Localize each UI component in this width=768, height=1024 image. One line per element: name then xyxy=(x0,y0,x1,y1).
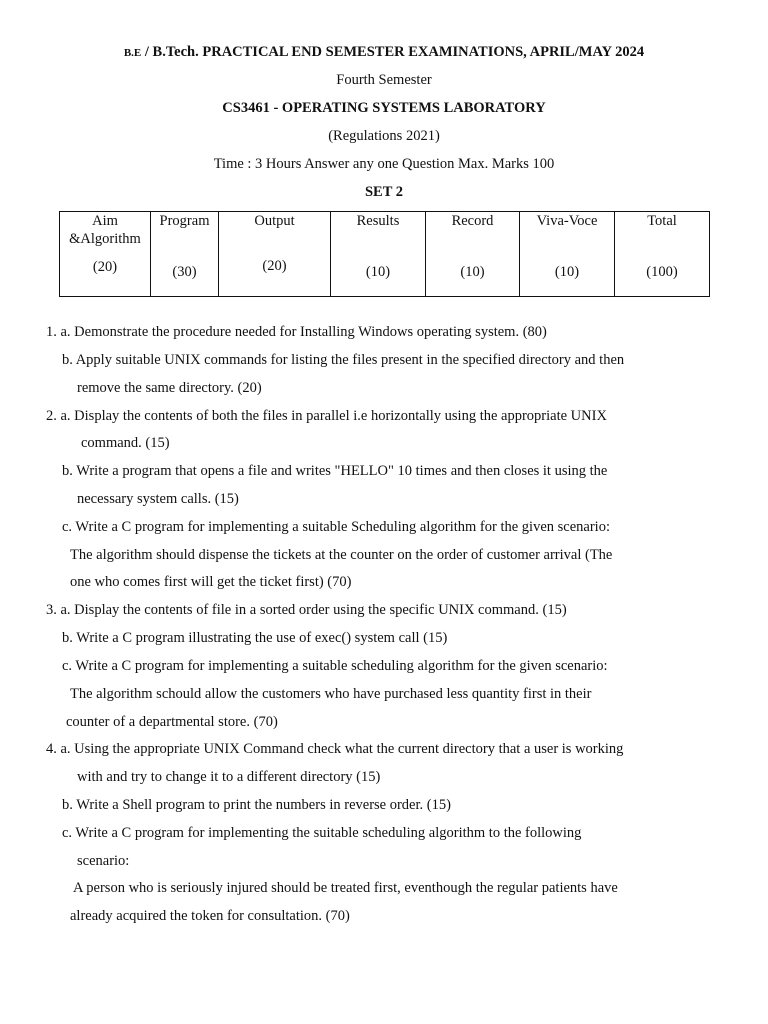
question-1a: 1. a. Demonstrate the procedure needed for Installing Windows operating system. (80) xyxy=(46,324,547,340)
question-2c: c. Write a C program for implementing a suitable Scheduling algorithm for the given scenario: xyxy=(62,519,610,535)
exam-title-prefix: B.E xyxy=(123,47,142,59)
column-marks: (10) xyxy=(365,264,391,280)
column-head: Aim xyxy=(92,213,118,229)
column-head-line2: &Algorithm xyxy=(69,231,141,247)
column-head: Total xyxy=(647,213,677,229)
question-4c: c. Write a C program for implementing the suitable scheduling algorithm to the following xyxy=(62,825,582,841)
column-head: Record xyxy=(451,213,494,229)
column-head: Program xyxy=(159,213,210,229)
time-and-marks: Time : 3 Hours Answer any one Question Max. Marks 100 xyxy=(213,156,555,172)
question-4c-cont: scenario: xyxy=(77,853,130,869)
column-head: Viva-Voce xyxy=(536,213,598,229)
exam-title xyxy=(0,43,768,62)
column-marks: (100) xyxy=(646,264,678,280)
regulations: (Regulations 2021) xyxy=(328,128,440,144)
column-marks: (10) xyxy=(460,264,485,280)
question-2b: b. Write a program that opens a file and writes "HELLO" 10 times and then closes it using the xyxy=(62,463,608,479)
question-2a: 2. a. Display the contents of both the files in parallel i.e horizontally using the appropriate UNIX xyxy=(46,408,607,424)
semester: Fourth Semester xyxy=(336,72,432,88)
exam-title-text: / B.Tech. PRACTICAL END SEMESTER EXAMINATIONS, APRIL/MAY 2024 xyxy=(141,44,645,60)
column-marks: (10) xyxy=(554,264,580,280)
question-2c-scenario: The algorithm should dispense the tickets at the counter on the order of customer arrival (The xyxy=(70,547,613,563)
question-4a: 4. a. Using the appropriate UNIX Command check what the current directory that a user is working xyxy=(46,741,624,757)
question-3c-scenario: The algorithm schould allow the customers who have purchased less quantity first in their xyxy=(70,686,592,702)
question-3c-scenario-cont: counter of a departmental store. (70) xyxy=(66,714,278,730)
course-title: CS3461 - OPERATING SYSTEMS LABORATORY xyxy=(222,100,546,116)
question-2c-scenario-cont: one who comes first will get the ticket first) (70) xyxy=(70,574,352,590)
marks-column-total xyxy=(615,212,710,297)
marks-column-output xyxy=(219,212,331,297)
question-3b: b. Write a C program illustrating the use of exec() system call (15) xyxy=(62,630,448,646)
column-head: Output xyxy=(254,213,295,229)
column-marks: (20) xyxy=(92,259,118,275)
question-1b-cont: remove the same directory. (20) xyxy=(77,380,262,396)
column-head: Results xyxy=(356,213,400,229)
marks-column-results xyxy=(331,212,426,297)
marks-column-program xyxy=(151,212,219,297)
question-1b: b. Apply suitable UNIX commands for listing the files present in the specified directory and then xyxy=(62,352,625,368)
question-2a-cont: command. (15) xyxy=(81,435,170,451)
column-marks: (30) xyxy=(172,264,197,280)
set-label: SET 2 xyxy=(364,184,404,200)
question-3c: c. Write a C program for implementing a suitable scheduling algorithm for the given scenario: xyxy=(62,658,608,674)
question-3a: 3. a. Display the contents of file in a sorted order using the specific UNIX command. (15) xyxy=(46,602,567,618)
marks-column-record xyxy=(426,212,520,297)
question-4b: b. Write a Shell program to print the numbers in reverse order. (15) xyxy=(62,797,451,813)
marks-column-viva-voce xyxy=(520,212,615,297)
marks-column-aim xyxy=(60,212,151,297)
question-4a-cont: with and try to change it to a different directory (15) xyxy=(77,769,381,785)
question-4c-scenario-cont: already acquired the token for consultation. (70) xyxy=(70,908,350,924)
question-4c-scenario: A person who is seriously injured should be treated first, eventhough the regular patients have xyxy=(73,880,618,896)
column-marks: (20) xyxy=(262,258,287,274)
marks-table xyxy=(59,211,710,297)
question-2b-cont: necessary system calls. (15) xyxy=(77,491,239,507)
